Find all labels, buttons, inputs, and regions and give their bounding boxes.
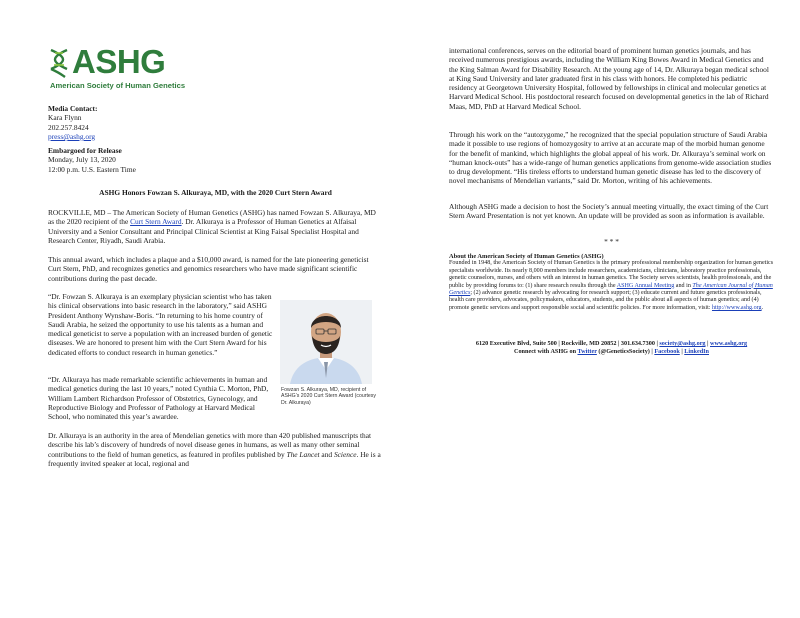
section-separator: * * * [604, 237, 619, 246]
paragraph-meeting: Although ASHG made a decision to host the Society’s annual meeting virtually, the exact timing of the Curt Stern Award Presentation is not yet known. An update will be provided as soon as information is available. [449, 202, 769, 221]
footer-address-line [449, 340, 774, 348]
about-text [449, 260, 774, 312]
authority-text-end: . He is a frequently invited speaker at local, regional and [48, 449, 381, 468]
footer-contact [449, 340, 774, 356]
twitter-link[interactable]: Twitter [577, 348, 597, 355]
footer-website-link[interactable]: www.ashg.org [710, 340, 748, 347]
paragraph-quote-morton: “Dr. Alkuraya has made remarkable scientific achievements in human and medical genetics during the last 10 years,” noted Cynthia C. Morton, PhD, William Lambert Richardson Professor of Obstetrics, Gynecology, and Reproductive Biology and Professor of Pathology at Harvard Medical School, who nominated this year’s awardee. [48, 375, 269, 422]
intro-text-end: . Dr. Alkuraya is a Professor of Human Genetics at Alfaisal University and a Senior Consultant and Principal Clinical Scientist at King Faisal Specialist Hospital and Research Center, Riyadh, Saudi Arabia. [48, 217, 359, 245]
about-text-2: and in [674, 282, 693, 289]
journal-science: Science [333, 449, 357, 459]
portrait-illustration [280, 300, 372, 384]
footer-separator-2: | [679, 348, 685, 355]
about-text-1: Founded in 1948, the American Society of Human Genetics is the primary professional membership organization for human genetics specialists worldwide. Its nearly 8,000 members include researchers, academicians, clinicians, laboratory practice professionals, genetic counselors, nurses, and others with an interest in human genetics. The Society serves scientists, health professionals, and the public by providing forums to: (1) share research results through the [449, 260, 774, 289]
logo-subtitle: American Society of Human Genetics [50, 81, 186, 90]
contact-email-link[interactable]: press@ashg.org [48, 131, 96, 141]
footer-social-line [449, 348, 774, 356]
embargo-time: 12:00 p.m. U.S. Eastern Time [48, 164, 136, 174]
paragraph-quote-president: “Dr. Fowzan S. Alkuraya is an exemplary physician scientist who has taken his clinical observations into basic research in the laboratory,” said ASHG President Anthony Wynshaw-Boris. “In returning to his home country of Saudi Arabia, he seized the opportunity to use his talents as a human and medical geneticist to serve a population with an increased burden of genetic diseases. We are honored to present him with the Curt Stern Award for his dedicated efforts to conduct research in human genetics.” [48, 292, 273, 357]
authority-text-start: Dr. Alkuraya is an authority in the area of Mendelian genetics with more than 420 published manuscripts that describe his lab’s discovery of hundreds of novel disease genes in humans, as well as many other seminal contributions to the field of human genetics, as featured in profiles published by [48, 431, 372, 459]
logo-wordmark: ASHG [72, 43, 166, 80]
paragraph-autozygome: Through his work on the “autozygome,” he recognized that the special population structure of Saudi Arabia made it possible to use regions of homozygosity to arrive at an accurate map of the morbid human genome for the benefit of mankind, which highlights the global appeal of his work. Dr. Alkuraya’s seminal work on “human knock-outs” has a wide-range of human genetics applications from genome-wide association studies to drug development. “His tireless efforts to understand human genetic disease has led to the discovery of novel mechanisms of Mendelian variants,” said Dr. Morton, writing of his achievements. [449, 130, 772, 186]
ajhg-link[interactable]: The American Journal of Human Genetics [449, 282, 773, 297]
twitter-handle: (@GeneticsSociety) | [596, 348, 655, 355]
footer-address: 6120 Executive Blvd, Suite 500 | Rockville, MD 20852 | 301.634.7300 | [475, 340, 660, 347]
linkedin-link[interactable]: LinkedIn [684, 348, 709, 355]
paragraph-intro [48, 208, 383, 245]
embargo-info [48, 146, 383, 174]
footer-connect-text: Connect with ASHG on [514, 348, 578, 355]
about-text-3: ; (2) advance genetic research by advocating for research support; (3) educate current and future genetics professionals, health care providers, advocates, policymakers, educators, students, and the public about all aspects of human genetics; and (4) promote genetic services and support responsible social and scientific policies. For more information, visit: [449, 290, 762, 311]
awardee-photo [280, 300, 372, 384]
paragraph-career: international conferences, serves on the editorial board of prominent human genetics journals, and has received numerous prestigious awards, including the William King Bowes Award in Medical Genetics and the King Salman Award for Disability Research. At the young age of 14, Dr. Alkuraya began medical school at King Saud University and later graduated first in his class with honors. He completed his pediatric residency at Georgetown University Hospital, followed by fellowships in clinical and molecular genetics at Harvard Medical School. His postdoctoral research focused on developmental genetics in the lab of Richard Maas, MD, PhD at Harvard Medical School. [449, 46, 769, 111]
about-heading: About the American Society of Human Genetics (ASHG) [449, 253, 604, 260]
contact-phone: 202.257.8424 [48, 122, 89, 132]
intro-text-start: ROCKVILLE, MD – The American Society of Human Genetics (ASHG) has named Fowzan S. Alkuraya, MD as the 2020 recipient of the [48, 208, 376, 227]
media-contact-heading: Media Contact: [48, 104, 98, 113]
authority-text-mid: and [319, 449, 334, 459]
footer-email-link[interactable]: society@ashg.org [659, 340, 706, 347]
journal-lancet: The Lancet [286, 449, 320, 459]
ashg-website-link[interactable]: http://www.ashg.org [711, 304, 762, 311]
embargo-date: Monday, July 13, 2020 [48, 155, 116, 165]
annual-meeting-link[interactable]: ASHG Annual Meeting [616, 282, 675, 289]
press-headline: ASHG Honors Fowzan S. Alkuraya, MD, with the 2020 Curt Stern Award [99, 188, 332, 197]
paragraph-authority [48, 431, 383, 468]
contact-name: Kara Flynn [48, 113, 82, 123]
curt-stern-award-link[interactable]: Curt Stern Award [130, 217, 182, 227]
dna-helix-icon [48, 48, 70, 78]
media-contact [48, 104, 383, 141]
facebook-link[interactable]: Facebook [654, 348, 680, 355]
footer-separator-1: | [705, 340, 710, 347]
paragraph-award: This annual award, which includes a plaque and a $10,000 award, is named for the late pioneering geneticist Curt Stern, PhD, and recognizes genetics and genomics researchers who have made significant scientific contributions during the past decade. [48, 255, 369, 283]
ashg-logo [48, 45, 198, 97]
embargo-heading: Embargoed for Release [48, 146, 122, 155]
about-ashg [449, 253, 774, 312]
photo-caption: Fowzan S. Alkuraya, MD, recipient of ASHG’s 2020 Curt Stern Award (courtesy Dr. Alkuraya) [281, 387, 376, 406]
about-text-4: . [761, 304, 764, 311]
right-page [400, 0, 800, 618]
